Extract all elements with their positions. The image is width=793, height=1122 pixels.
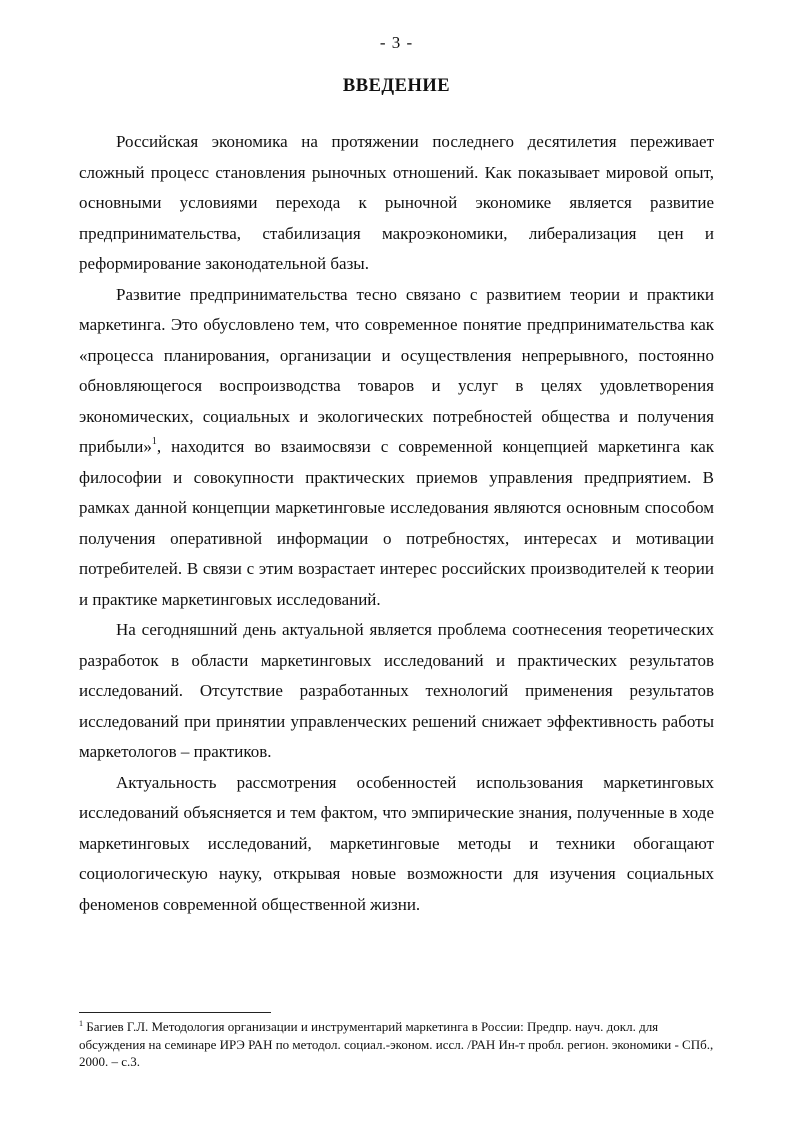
paragraph-4: Актуальность рассмотрения особенностей использования маркетинговых исследований объясняется и тем фактом, что эмпирические знания, полученные в ходе маркетинговых исследований, маркетинговые методы и техники обогащают социологическую науку, открывая новые возможности для изучения социальных феноменов современной общественной жизни. bbox=[79, 772, 714, 914]
footnote-marker: 1 bbox=[79, 1019, 83, 1028]
footnote-reference: 1 bbox=[151, 436, 157, 447]
footnote bbox=[79, 1018, 719, 1071]
paragraph-1: Российская экономика на протяжении последнего десятилетия переживает сложный процесс становления рыночных отношений. Как показывает мировой опыт, основными условиями перехода к рыночной экономике является развитие предпринимательства, стабилизация макроэкономики, либерализация цен и реформирование законодательной базы. bbox=[79, 132, 714, 273]
paragraph-2-part-1: Развитие предпринимательства тесно связано с развитием теории и практики маркетинга. Это обусловлено тем, что современное понятие предпринимательства как «процесса планирования, организации и осуществления непрерывного, постоянно обновляющегося воспроизводства товаров и услуг в целях удовлетворения экономических, социальных и экологических потребностей общества и получения прибыли» bbox=[79, 284, 714, 456]
body-text bbox=[79, 127, 714, 920]
page-number: - 3 - bbox=[379, 33, 414, 52]
page-heading: ВВЕДЕНИЕ bbox=[342, 76, 451, 96]
paragraph-2 bbox=[79, 280, 714, 616]
paragraph-2-part-2: , находится во взаимосвязи с современной концепцией маркетинга как философии и совокупности практических приемов управления предприятием. В рамках данной концепции маркетинговые исследования являются основным способом получения оперативной информации о потребностях, интересах и мотивации потребителей. В связи с этим возрастает интерес российских производителей к теории и практике маркетинговых исследований. bbox=[79, 437, 714, 609]
footnote-text: Багиев Г.Л. Методология организации и инструментарий маркетинга в России: Предпр. науч. докл. для обсуждения на семинаре ИРЭ РАН по методол. социал.-эконом. иссл. /РАН Ин-т пробл. регион. экономики - СПб., 2000. – с.3. bbox=[79, 1019, 714, 1069]
footnote-divider bbox=[79, 1012, 271, 1013]
paragraph-3: На сегодняшний день актуальной является проблема соотнесения теоретических разработок в области маркетинговых исследований и практических результатов исследований. Отсутствие разработанных технологий применения результатов исследований при принятии управленческих решений снижает эффективность работы маркетологов – практиков. bbox=[79, 620, 714, 761]
